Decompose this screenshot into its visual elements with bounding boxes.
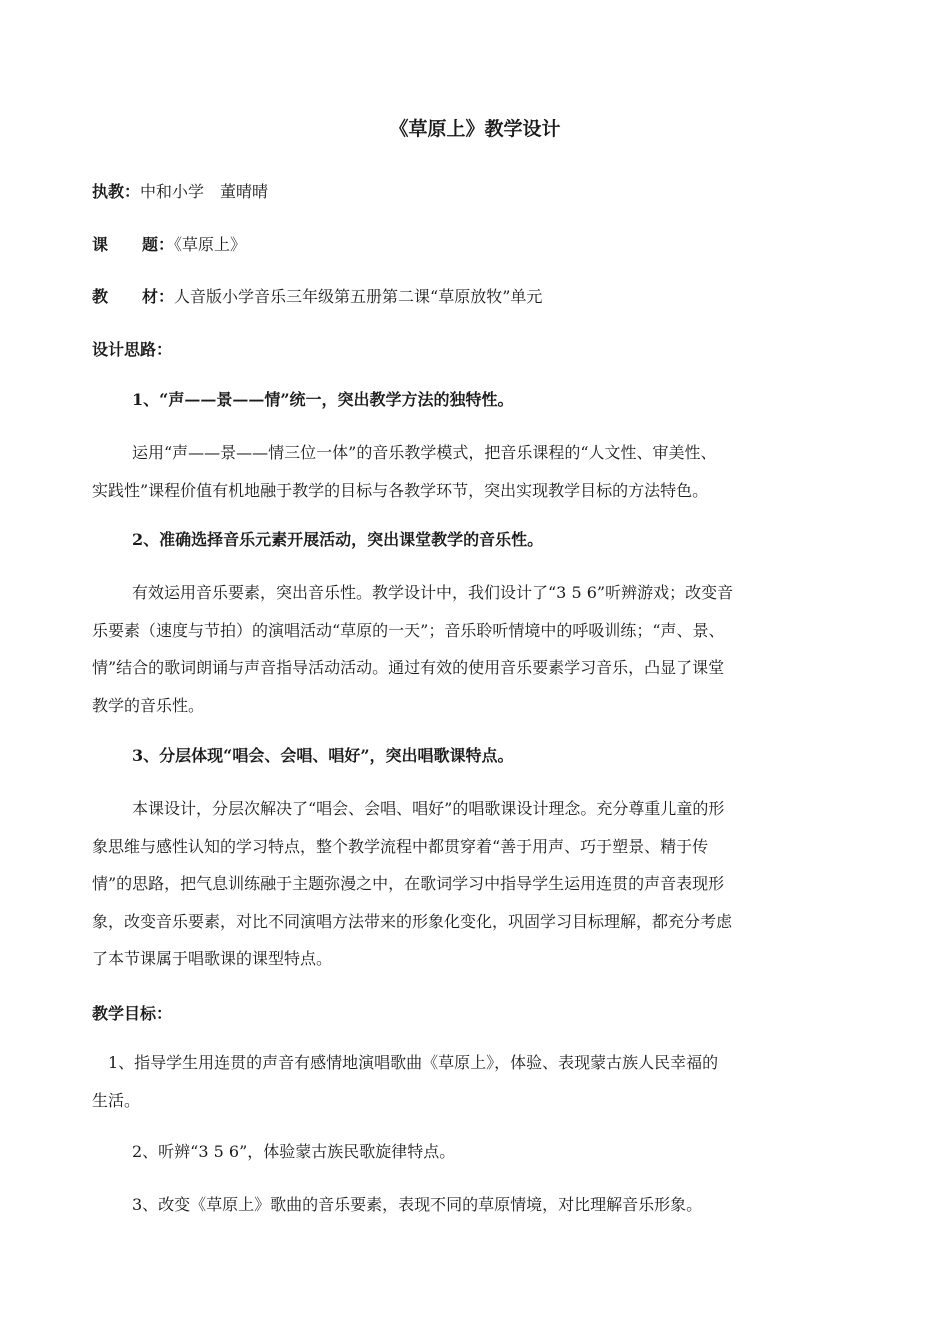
teacher-line: [92, 180, 268, 204]
point3-line-1: 本课设计，分层次解决了“唱会、会唱、唱好”的唱歌课设计理念。充分尊重儿童的形: [132, 799, 725, 818]
teacher-value: 中和小学 董晴晴: [140, 182, 269, 201]
point2-line-1: 有效运用音乐要素，突出音乐性。教学设计中，我们设计了“3 5 6”听辨游戏；改变音: [132, 583, 734, 602]
point1-line-1: 运用“声——景——情三位一体”的音乐教学模式，把音乐课程的“人文性、审美性、: [132, 443, 717, 462]
point1-line-2: 实践性”课程价值有机地融于教学的目标与各教学环节，突出实现教学目标的方法特色。: [92, 480, 709, 500]
teacher-label: 执教：: [92, 182, 141, 201]
goal2-line: 2、听辨“3 5 6”，体验蒙古族民歌旋律特点。: [132, 1142, 456, 1161]
point2-paragraph: [92, 574, 862, 724]
topic-line: [92, 233, 246, 257]
point2-line-3: 情”结合的歌词朗诵与声音指导活动活动。通过有效的使用音乐要素学习音乐，凸显了课堂: [92, 658, 725, 677]
material-label-a: 教: [92, 287, 109, 306]
material-line: [92, 285, 542, 309]
point3-paragraph: [92, 790, 862, 978]
point3-line-3: 情”的思路，把气息训练融于主题弥漫之中，在歌词学习中指导学生运用连贯的声音表现形: [92, 874, 725, 893]
point1-paragraph: [92, 434, 862, 509]
material-label-b: 材：: [142, 287, 175, 306]
point2-heading: 2、准确选择音乐元素开展活动，突出课堂教学的音乐性。: [132, 530, 544, 549]
material-value: 人音版小学音乐三年级第五册第二课“草原放牧”单元: [174, 287, 543, 306]
topic-label-b: 题：: [142, 235, 175, 254]
goal3-line: 3、改变《草原上》歌曲的音乐要素，表现不同的草原情境，对比理解音乐形象。: [132, 1195, 703, 1214]
topic-label-a: 课: [92, 235, 109, 254]
point3-line-5: 了本节课属于唱歌课的课型特点。: [92, 949, 333, 968]
point2-line-4: 教学的音乐性。: [92, 695, 205, 715]
goal1-line-2: 生活。: [92, 1090, 141, 1110]
point3-heading: 3、分层体现“唱会、会唱、唱好”，突出唱歌课特点。: [132, 746, 514, 765]
topic-value: 《草原上》: [174, 235, 247, 254]
point3-line-2: 象思维与感性认知的学习特点，整个教学流程中都贯穿着“善于用声、巧于塑景、精于传: [92, 836, 709, 856]
document-title: 《草原上》教学设计: [389, 118, 561, 140]
design-heading: 设计思路：: [92, 340, 173, 359]
point2-line-2: 乐要素（速度与节拍）的演唱活动“草原的一天”；音乐聆听情境中的呼吸训练；“声、景、: [92, 620, 725, 640]
point1-heading: 1、“声——景——情”统一，突出教学方法的独特性。: [132, 390, 514, 409]
point3-line-4: 象，改变音乐要素，对比不同演唱方法带来的形象化变化，巩固学习目标理解，都充分考虑: [92, 911, 733, 931]
goal1-paragraph: [92, 1044, 862, 1119]
goal1-line-1: 1、指导学生用连贯的声音有感情地演唱歌曲《草原上》，体验、表现蒙古族人民幸福的: [108, 1053, 719, 1072]
goals-heading: 教学目标：: [92, 1004, 173, 1023]
